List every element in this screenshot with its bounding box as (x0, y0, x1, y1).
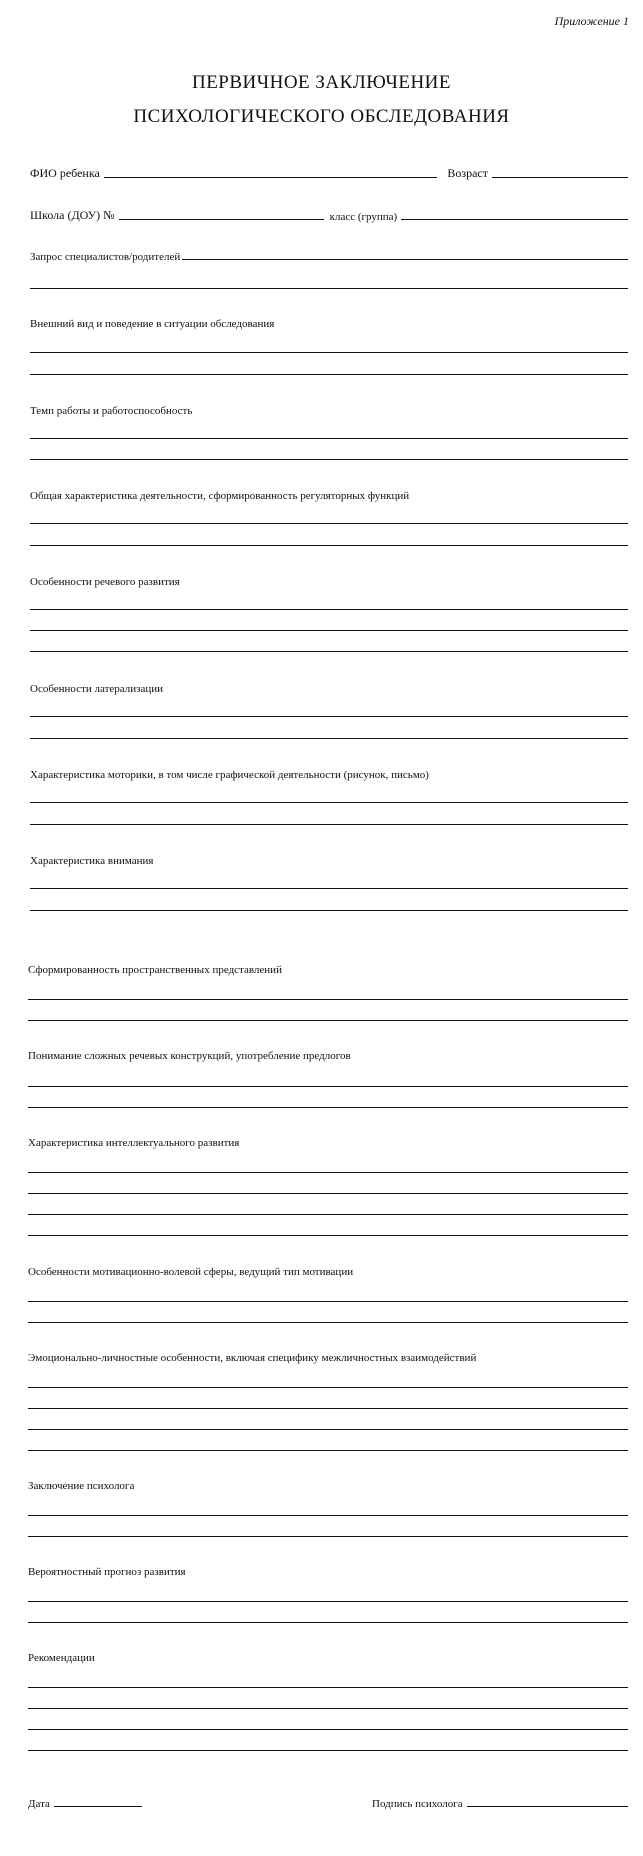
child-name-label: ФИО ребенка (30, 166, 100, 180)
child-name-field[interactable] (104, 177, 438, 178)
motivation-line[interactable] (28, 1322, 628, 1323)
emotional-line[interactable] (28, 1450, 628, 1451)
section-motor-text: Характеристика моторики, в том числе графической деятельности (30, 769, 341, 781)
section-speech-constructs-label: Понимание сложных речевых конструкций, употребление предлогов (28, 1050, 351, 1062)
school-row (30, 208, 628, 223)
prognosis-line[interactable] (28, 1622, 628, 1623)
intellect-line[interactable] (28, 1235, 628, 1236)
attention-line[interactable] (30, 910, 628, 911)
section-lateralization-label: Особенности латерализации (30, 683, 164, 695)
intellect-line[interactable] (28, 1172, 628, 1173)
activity-line[interactable] (30, 523, 628, 524)
conclusion-line[interactable] (28, 1515, 628, 1516)
section-attention-label: Характеристика внимания (30, 855, 154, 867)
section-appearance-label: Внешний вид и поведение в ситуации обследования (30, 318, 275, 330)
section-activity-label: Общая характеристика деятельности, сформированность регуляторных функций (30, 490, 410, 502)
section-motivation-label: Особенности мотивационно-волевой сферы, ведущий тип мотивации (28, 1266, 354, 1278)
attention-line[interactable] (30, 888, 628, 889)
prognosis-line[interactable] (28, 1601, 628, 1602)
speech-constructs-line[interactable] (28, 1086, 628, 1087)
speech-line[interactable] (30, 630, 628, 631)
appearance-line[interactable] (30, 374, 628, 375)
section-spatial-label: Сформированность пространственных представлений (28, 964, 282, 976)
request-line-2[interactable] (30, 288, 628, 289)
motor-line[interactable] (30, 802, 628, 803)
emotional-line[interactable] (28, 1429, 628, 1430)
section-motor-note: (рисунок, письмо) (343, 769, 429, 781)
age-label: Возраст (447, 166, 488, 180)
recommendations-line[interactable] (28, 1750, 628, 1751)
signature-field[interactable] (467, 1806, 628, 1807)
class-label: класс (группа) (329, 211, 398, 223)
page-title-line-2: ПСИХОЛОГИЧЕСКОГО ОБСЛЕДОВАНИЯ (133, 106, 510, 127)
appearance-line[interactable] (30, 352, 628, 353)
section-intellect-label: Характеристика интеллектуального развития (28, 1137, 240, 1149)
section-tempo-label: Темп работы и работоспособность (30, 405, 193, 417)
intellect-line[interactable] (28, 1214, 628, 1215)
date-field[interactable] (54, 1806, 142, 1807)
section-emotional-label: Эмоционально-личностные особенности, включая специфику межличностных взаимодействий (28, 1352, 477, 1364)
school-field[interactable] (119, 219, 324, 220)
recommendations-line[interactable] (28, 1729, 628, 1730)
date-label: Дата (28, 1798, 50, 1810)
request-field[interactable] (182, 259, 628, 260)
date-row (28, 1798, 142, 1810)
signature-label: Подпись психолога (372, 1798, 463, 1810)
motivation-line[interactable] (28, 1301, 628, 1302)
section-speech-label: Особенности речевого развития (30, 576, 180, 588)
age-field[interactable] (492, 177, 628, 178)
activity-line[interactable] (30, 545, 628, 546)
speech-line[interactable] (30, 609, 628, 610)
page-title-line-1: ПЕРВИЧНОЕ ЗАКЛЮЧЕНИЕ (191, 72, 452, 93)
section-conclusion-label: Заключение психолога (28, 1480, 135, 1492)
recommendations-line[interactable] (28, 1708, 628, 1709)
school-label: Школа (ДОУ) № (30, 208, 115, 222)
request-label: Запрос специалистов/родителей (30, 251, 181, 263)
child-name-row (30, 166, 628, 181)
conclusion-line[interactable] (28, 1536, 628, 1537)
motor-line[interactable] (30, 824, 628, 825)
emotional-line[interactable] (28, 1387, 628, 1388)
appendix-label: Приложение 1 (554, 14, 629, 28)
section-prognosis-label: Вероятностный прогноз развития (28, 1566, 186, 1578)
lateralization-line[interactable] (30, 716, 628, 717)
section-motor-label (30, 769, 429, 781)
tempo-line[interactable] (30, 438, 628, 439)
recommendations-line[interactable] (28, 1687, 628, 1688)
speech-constructs-line[interactable] (28, 1107, 628, 1108)
signature-row (372, 1798, 628, 1810)
emotional-line[interactable] (28, 1408, 628, 1409)
intellect-line[interactable] (28, 1193, 628, 1194)
spatial-line[interactable] (28, 1020, 628, 1021)
class-field[interactable] (401, 219, 628, 220)
request-row (30, 251, 628, 263)
section-recommendations-label: Рекомендации (28, 1652, 95, 1664)
lateralization-line[interactable] (30, 738, 628, 739)
speech-line[interactable] (30, 651, 628, 652)
spatial-line[interactable] (28, 999, 628, 1000)
tempo-line[interactable] (30, 459, 628, 460)
